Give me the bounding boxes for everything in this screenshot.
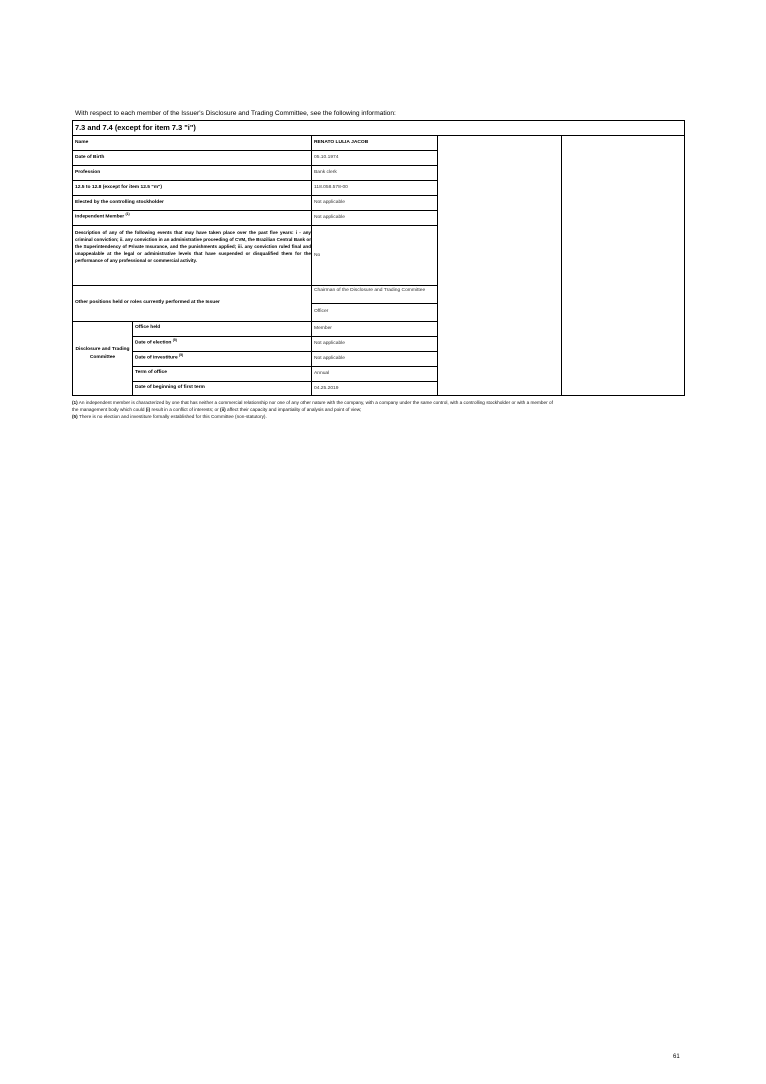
committee-row-value: Not applicable	[314, 356, 345, 361]
committee-row-label: Term of office	[135, 370, 167, 375]
independent-value: Not applicable	[314, 215, 345, 220]
row-divider	[72, 225, 438, 226]
profession-label: Profession	[75, 170, 101, 175]
elected-label: Elected by the controlling stockholder	[75, 200, 164, 205]
other-positions-value-1: Chairman of the Disclosure and Trading Committee	[314, 288, 426, 293]
footnote-5: (5) There is no election and investiture formally established for this Committee (non-statutory).	[72, 414, 267, 419]
row-divider	[72, 165, 438, 166]
row-divider	[72, 180, 438, 181]
row-divider	[132, 336, 438, 337]
footnote-ref: (1)	[125, 212, 130, 216]
cpf-label: 12.5 to 12.8 (except for item 12.5 "m")	[75, 185, 162, 190]
committee-row-value: Member	[314, 326, 332, 331]
row-divider	[72, 195, 438, 196]
footnote-ref: (5)	[172, 338, 177, 342]
committee-row-label: Date of election $^{(5)}$	[135, 338, 177, 346]
row-divider	[132, 366, 438, 367]
table-header	[72, 120, 685, 136]
elected-value: Not applicable	[314, 200, 345, 205]
description-label: Description of any of the following events that may have taken place over the past five years: i - any criminal conviction; ii. any conviction in an administrative proceeding of CVM, the Brazilian Central Bank or the Superintendency of Private Insurance, and the punishments applied; iii. any conviction ruled final and unappealable at the legal or administrative levels that have suspended or disqualified them for the performance of any professional or commercial activity.	[75, 230, 311, 263]
row-divider	[72, 285, 438, 286]
footnote-ref: (5)	[179, 353, 184, 357]
cpf-value: 118.058.578-00	[314, 185, 348, 190]
name-value: RENATO LULIA JACOB	[314, 140, 369, 145]
committee-row-label: Date of investiture $^{(5)}$	[135, 353, 184, 361]
dob-label: Date of Birth	[75, 155, 105, 160]
row-divider	[72, 210, 438, 211]
committee-row-value: Not applicable	[314, 341, 345, 346]
footnote-1-line-1: (1) An independent member is characterized by one that has neither a commercial relationship nor one of any other nature with the company, with a company under the same control, with a controlling stockholder or with a member of	[72, 400, 553, 405]
other-positions-label: Other positions held or roles currently performed at the Issuer	[75, 300, 220, 305]
intro-text: With respect to each member of the Issuer's Disclosure and Trading Committee, see the following information:	[75, 110, 396, 117]
row-divider	[72, 321, 438, 322]
row-divider	[311, 303, 438, 304]
committee-label: Disclosure and Trading Committee	[75, 347, 130, 360]
divider-column-2	[437, 136, 438, 396]
row-divider	[132, 351, 438, 352]
row-divider	[72, 150, 438, 151]
independent-label: Independent Member $^{(1)}$	[75, 212, 130, 220]
row-divider	[132, 381, 438, 382]
description-value: No	[314, 253, 321, 258]
other-positions-value-2: Officer	[314, 309, 329, 314]
divider-label-value	[311, 136, 312, 396]
divider-committee	[132, 321, 133, 396]
profession-value: Bank clerk	[314, 170, 337, 175]
dob-value: 05.10.1974	[314, 155, 339, 160]
committee-row-value: Annual	[314, 371, 330, 376]
page-number: 61	[673, 1054, 680, 1060]
committee-row-label: Date of beginning of first term	[135, 385, 205, 390]
committee-row-label: Office held	[135, 325, 161, 330]
table-header-title: 7.3 and 7.4 (except for item 7.3 "i")	[75, 123, 196, 132]
divider-column-3	[561, 136, 562, 396]
footnote-1-line-2: the management body which could (i) result in a conflict of interests; or (ii) affect their capacity and impartiality of analysis and point of view;	[72, 407, 362, 412]
name-label: Name	[75, 140, 89, 145]
committee-row-value: 04.25.2019	[314, 386, 339, 391]
